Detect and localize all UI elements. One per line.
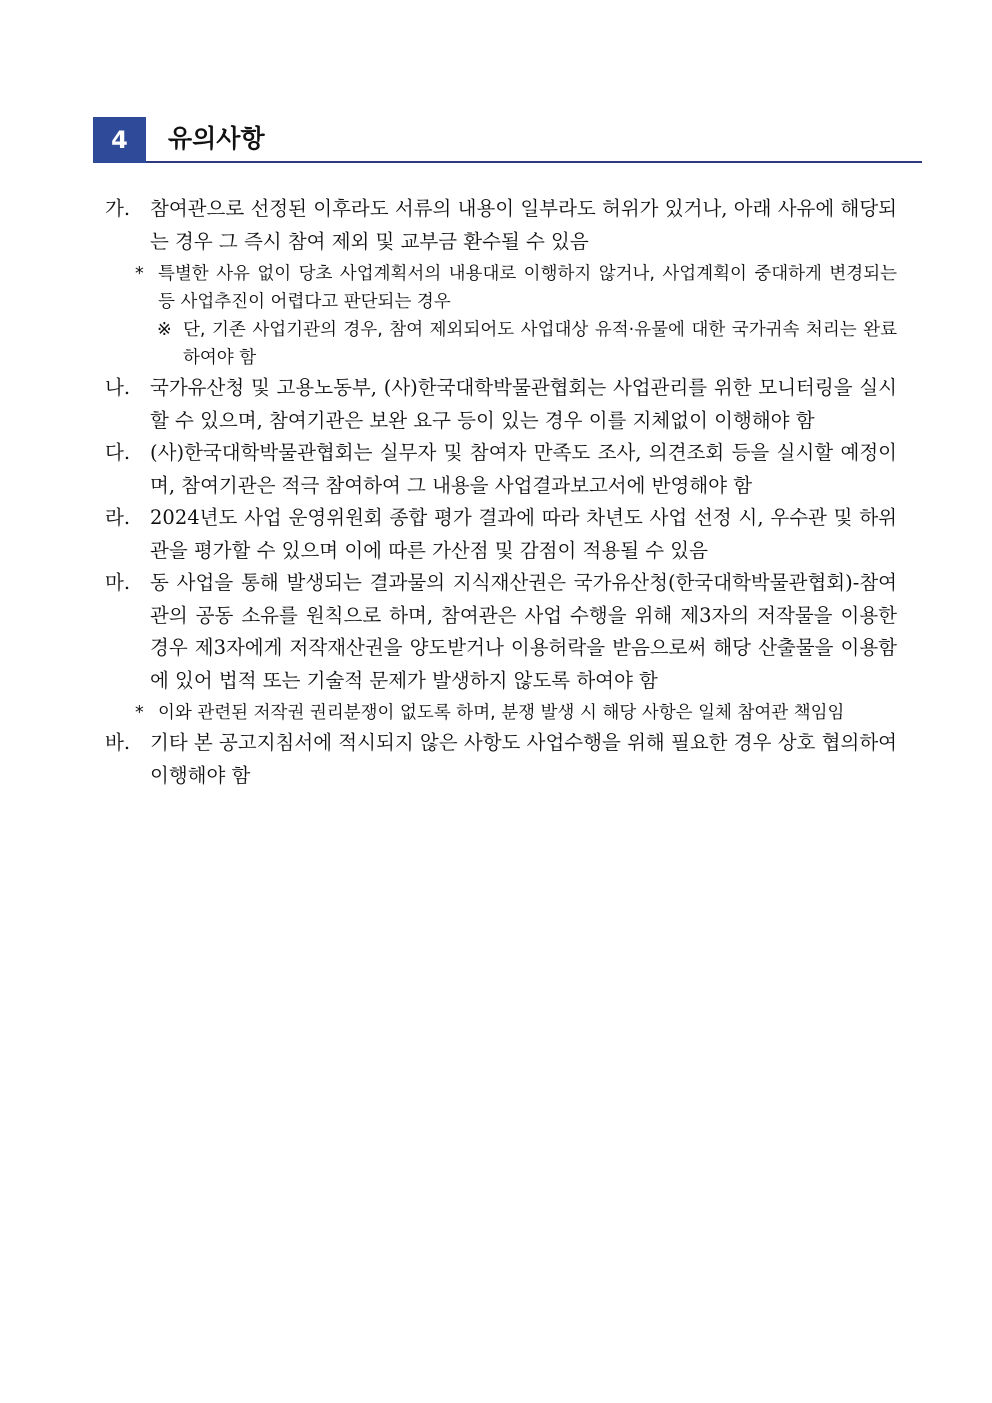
notice-item-ga bbox=[105, 193, 897, 258]
item-text: 참여관으로 선정된 이후라도 서류의 내용이 일부라도 허위가 있거나, 아래 사유에 해당되는 경우 그 즉시 참여 제외 및 교부금 환수될 수 있음 bbox=[150, 197, 897, 253]
item-label: 라. bbox=[105, 506, 131, 529]
item-label: 나. bbox=[105, 376, 131, 399]
item-text: 2024년도 사업 운영위원회 종합 평가 결과에 따라 차년도 사업 선정 시, 우수관 및 하위관을 평가할 수 있으며 이에 따른 가산점 및 감점이 적용될 수 있음 bbox=[150, 506, 897, 562]
notice-item-na bbox=[105, 372, 897, 437]
notice-note-ga bbox=[105, 260, 897, 316]
section-header bbox=[93, 117, 922, 163]
notice-note-ma bbox=[105, 699, 897, 727]
note-text: 이와 관련된 저작권 권리분쟁이 없도록 하며, 분쟁 발생 시 해당 사항은 일체 참여관 책임임 bbox=[158, 703, 845, 723]
note-text: 특별한 사유 없이 당초 사업계획서의 내용대로 이행하지 않거나, 사업계획이 중대하게 변경되는 등 사업추진이 어렵다고 판단되는 경우 bbox=[158, 264, 897, 312]
note-marker: * bbox=[135, 264, 144, 284]
item-text: 기타 본 공고지침서에 적시되지 않은 사항도 사업수행을 위해 필요한 경우 상호 협의하여 이행해야 함 bbox=[150, 731, 897, 787]
notice-item-da bbox=[105, 437, 897, 502]
item-text: 국가유산청 및 고용노동부, (사)한국대학박물관협회는 사업관리를 위한 모니터링을 실시할 수 있으며, 참여기관은 보완 요구 등이 있는 경우 이를 지체없이 이행해야 함 bbox=[150, 376, 897, 432]
notice-item-ra bbox=[105, 502, 897, 567]
item-label: 다. bbox=[105, 441, 131, 464]
note-marker: * bbox=[135, 703, 144, 723]
item-label: 바. bbox=[105, 731, 131, 754]
notice-item-ma bbox=[105, 567, 897, 697]
item-label: 마. bbox=[105, 571, 131, 594]
section-underline bbox=[146, 161, 922, 163]
notice-subnote-ga bbox=[105, 316, 897, 372]
item-text: 동 사업을 통해 발생되는 결과물의 지식재산권은 국가유산청(한국대학박물관협회)-참여관의 공동 소유를 원칙으로 하며, 참여관은 사업 수행을 위해 제3자의 저작물을 이용한 경우 제3자에게 저작재산권을 양도받거나 이용허락을 받음으로써 해당 산출물을 이용함에 있어 법적 또는 기술적 문제가 발생하지 않도록 하여야 함 bbox=[150, 571, 897, 692]
item-text: (사)한국대학박물관협회는 실무자 및 참여자 만족도 조사, 의견조회 등을 실시할 예정이며, 참여기관은 적극 참여하여 그 내용을 사업결과보고서에 반영해야 함 bbox=[150, 441, 897, 497]
item-label: 가. bbox=[105, 197, 131, 220]
notice-item-ba bbox=[105, 727, 897, 792]
section-number-badge: 4 bbox=[93, 117, 146, 163]
section-title: 유의사항 bbox=[168, 124, 265, 153]
notice-list bbox=[105, 193, 897, 792]
subnote-text: 단, 기존 사업기관의 경우, 참여 제외되어도 사업대상 유적·유물에 대한 국가귀속 처리는 완료하여야 함 bbox=[183, 320, 897, 368]
subnote-marker: ※ bbox=[157, 320, 172, 340]
